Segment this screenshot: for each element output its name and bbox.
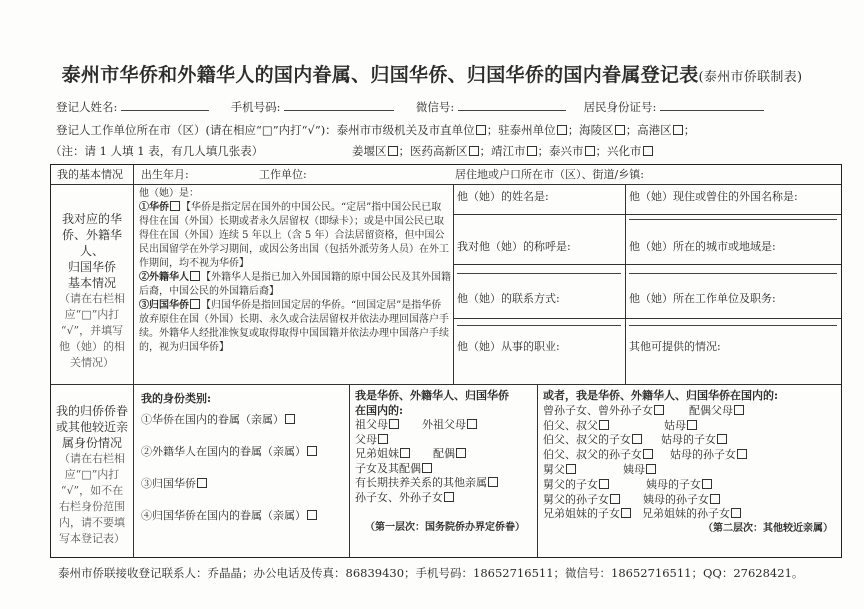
name-label: 登记人姓名: xyxy=(56,100,118,114)
checkbox-spouse-parents[interactable] xyxy=(734,405,744,415)
checkbox-siblings[interactable] xyxy=(400,448,410,458)
identity-category-title: 我的身份类别: xyxy=(141,392,212,405)
relative-label: 祖父母 xyxy=(355,418,388,431)
checkbox-yiyao[interactable] xyxy=(469,146,479,156)
checkbox-returned-chinese[interactable] xyxy=(190,299,200,309)
checkbox-foreign-chinese[interactable] xyxy=(190,271,200,281)
field-label: 他（她）现住或曾住的外国名称是: xyxy=(629,190,798,203)
checkbox-uncles-grandchildren[interactable] xyxy=(643,449,653,459)
he-is-label: 他（她）是： xyxy=(139,188,199,199)
relative-title-field[interactable] xyxy=(457,239,621,274)
relative-label: 兄弟姐妹的子女 xyxy=(543,507,620,521)
relative-row xyxy=(543,507,839,522)
checkbox-siblings-children[interactable] xyxy=(621,508,631,518)
work-city-text: 登记人工作单位所在市（区）(请在相应“□”内打“√”)：泰州市市级机关及市直单位 xyxy=(56,123,475,137)
checkbox-hailing[interactable] xyxy=(615,125,625,135)
identity-label-line: 我的归侨侨眷 xyxy=(55,404,128,418)
relative-job-field[interactable] xyxy=(457,339,621,354)
work-city-option: ；靖江市 xyxy=(479,144,526,158)
work-city-option: ；高港区 xyxy=(625,123,672,137)
relative-label: 姑母的孙子女 xyxy=(670,448,736,462)
relation-label xyxy=(51,211,133,371)
checkbox-taixing[interactable] xyxy=(585,146,595,156)
relative-label: 姑母的子女 xyxy=(661,433,716,447)
checkbox-grandchildren[interactable] xyxy=(444,492,454,502)
note-row xyxy=(50,143,263,159)
option-label: ①华侨 xyxy=(139,202,169,213)
identity-hint-line: 写本登记表） xyxy=(59,532,125,545)
phone-label: 手机号码: xyxy=(230,100,281,114)
checkbox-dependents[interactable] xyxy=(488,477,498,487)
relative-row xyxy=(543,419,839,434)
checkbox-identity-4[interactable] xyxy=(307,510,317,520)
identity-option-label: ③归国华侨 xyxy=(141,477,196,490)
identity-option-label: ④归国华侨在国内的眷属（亲属） xyxy=(141,509,306,522)
relative-row xyxy=(543,448,839,463)
work-city-option: ；驻泰州单位 xyxy=(486,123,556,137)
checkbox-uncles-children[interactable] xyxy=(632,434,642,444)
identity-option xyxy=(141,412,347,427)
checkbox-in-taizhou[interactable] xyxy=(557,125,567,135)
relation-hint-line: 关情况） xyxy=(70,356,114,369)
foreign-country-field[interactable] xyxy=(629,189,837,220)
work-city-option: ；海陵区 xyxy=(567,123,614,137)
identity-hint-line: （请在右栏相 xyxy=(59,452,125,465)
relative-label: 有长期扶养关系的其他亲属 xyxy=(355,476,487,489)
relative-row xyxy=(355,418,535,433)
checkbox-overseas-chinese[interactable] xyxy=(170,201,180,211)
option-desc: 【外籍华人是指已加入外国国籍的原中国公民及其外国籍后裔，中国公民的外国籍后裔】 xyxy=(139,272,451,297)
relative-row xyxy=(355,476,535,491)
relation-hint-line: 应“□”内打 xyxy=(64,308,120,321)
checkbox-grandparents[interactable] xyxy=(389,419,399,429)
other-info-field[interactable] xyxy=(629,339,837,354)
relative-label: 曾孙子女、曾外孙子女 xyxy=(543,403,653,417)
identity-option xyxy=(141,476,347,491)
checkbox-maternal-uncle-grandchildren[interactable] xyxy=(610,494,620,504)
relative-label: 孙子女、外孙子女 xyxy=(355,490,443,504)
identity-hint-line: 应“□”内打 xyxy=(64,468,120,481)
first-tier-title: 在国内的: xyxy=(355,403,404,417)
work-city-option: 姜堰区 xyxy=(352,144,387,158)
work-city-row xyxy=(56,122,695,138)
checkbox-identity-2[interactable] xyxy=(307,446,317,456)
checkbox-great-grandchildren[interactable] xyxy=(654,405,664,415)
relative-row xyxy=(355,433,535,448)
identity-hint-line: “√”，如不在 xyxy=(60,484,124,497)
identity-option xyxy=(141,508,347,523)
relative-label: 伯父、叔父 xyxy=(543,418,598,432)
wechat-field[interactable] xyxy=(458,99,566,111)
identity-option xyxy=(141,444,347,459)
checkbox-siblings-grandchildren[interactable] xyxy=(731,508,741,518)
field-label: 他（她）的联系方式: xyxy=(457,292,560,305)
option-label: ③归国华侨 xyxy=(139,300,189,311)
checkbox-gaogang[interactable] xyxy=(673,125,683,135)
relation-label-line: 侨、外籍华人、 xyxy=(61,228,122,258)
identity-label xyxy=(51,403,133,547)
identity-label-line: 或其他较近亲 xyxy=(55,420,128,434)
checkbox-aunt[interactable] xyxy=(687,420,697,430)
registrant-row xyxy=(56,99,764,115)
relative-row xyxy=(543,404,839,419)
relative-label: 外祖父母 xyxy=(422,418,466,431)
relation-label-line: 归国华侨 xyxy=(67,260,116,274)
checkbox-jingjiang[interactable] xyxy=(527,146,537,156)
field-label: 我对他（她）的称呼是: xyxy=(457,240,571,253)
relative-label: 兄弟姐妹 xyxy=(355,447,399,460)
option-desc: 【华侨是指定居在国外的中国公民。“定居”指中国公民已取得住在国（外国）长期或者永久居留权（即绿卡）；或是中国公民已取得住在国（外国）连续 5 年以上（含 5 年）合法居留资格，但中国公民出国留学在外学习期间，或因公务出国（包括外派劳务人员）在外工作期间，均不视为华侨】 xyxy=(139,202,449,269)
checkbox-maternal-aunt[interactable] xyxy=(646,464,656,474)
form-title-note: (泰州市侨联制表) xyxy=(698,70,803,85)
identity-hint-line: 内，请不要填 xyxy=(59,516,125,529)
checkbox-aunt-grandchildren[interactable] xyxy=(737,449,747,459)
field-label: 他（她）从事的职业: xyxy=(457,340,560,353)
identity-option-label: ②外籍华人在国内的眷属（亲属） xyxy=(141,445,306,458)
phone-field[interactable] xyxy=(284,99,394,111)
relation-hint-line: “√”，并填写 xyxy=(60,324,124,337)
relative-label: 兄弟姐妹的孙子女 xyxy=(642,507,730,521)
checkbox-identity-1[interactable] xyxy=(285,414,295,424)
work-city-end: ； xyxy=(683,123,696,137)
identity-option-label: ①华侨在国内的眷属（亲属） xyxy=(141,413,284,426)
work-city-option: ；医药高新区 xyxy=(398,144,468,158)
birth-label: 出生年月: xyxy=(141,168,189,181)
relative-row xyxy=(543,478,839,493)
id-field[interactable] xyxy=(660,99,764,111)
checkbox-xinghua[interactable] xyxy=(643,146,653,156)
name-field[interactable] xyxy=(121,99,209,111)
relative-row xyxy=(355,491,535,506)
second-tier-relatives xyxy=(543,389,839,537)
relative-label: 子女及其配偶 xyxy=(355,461,421,475)
field-label: 他（她）所在工作单位及职务: xyxy=(629,292,776,305)
note-text: （注：请 1 人填 1 表，有几人填几张表） xyxy=(50,144,264,158)
field-label: 他（她）所在的城市或地域是: xyxy=(629,240,776,253)
checkbox-uncles[interactable] xyxy=(599,420,609,430)
checkbox-maternal-uncle-children[interactable] xyxy=(599,479,609,489)
relative-row xyxy=(543,433,839,448)
wechat-label: 微信号: xyxy=(415,100,455,114)
relative-label: 父母 xyxy=(355,432,377,446)
field-label: 其他可提供的情况: xyxy=(629,340,721,353)
option-overseas-chinese xyxy=(139,201,451,271)
relative-row xyxy=(543,463,839,478)
checkbox-spouse[interactable] xyxy=(456,448,466,458)
relative-label: 姨母的子女 xyxy=(646,477,701,491)
checkbox-maternal-grandparents[interactable] xyxy=(467,419,477,429)
main-table xyxy=(50,164,842,558)
form-title xyxy=(0,60,864,87)
first-tier-title: 我是华侨、外籍华人、归国华侨 xyxy=(355,389,509,402)
relative-contact-field[interactable] xyxy=(457,291,621,326)
checkbox-identity-3[interactable] xyxy=(197,478,207,488)
relative-name-field[interactable] xyxy=(457,189,621,204)
option-foreign-chinese xyxy=(139,271,451,299)
relation-hint-line: （请在右栏相 xyxy=(59,292,125,305)
relative-label: 配偶父母 xyxy=(689,403,733,417)
relative-label: 姑母 xyxy=(664,418,686,432)
relative-label: 伯父、叔父的子女 xyxy=(543,433,631,447)
relative-label: 伯父、叔父的孙子女 xyxy=(543,448,642,462)
relative-label: 舅父 xyxy=(543,462,565,476)
relation-label-line: 基本情况 xyxy=(67,276,116,290)
form-title-text: 泰州市华侨和外籍华人的国内眷属、归国华侨、归国华侨的国内眷属登记表 xyxy=(61,64,699,86)
foreign-city-field[interactable] xyxy=(629,239,837,274)
checkbox-children[interactable] xyxy=(422,463,432,473)
checkbox-maternal-aunt-grandchildren[interactable] xyxy=(710,494,720,504)
identity-label-line: 属身份情况 xyxy=(61,436,122,450)
foreign-work-field[interactable] xyxy=(629,291,837,326)
checkbox-parents[interactable] xyxy=(378,434,388,444)
checkbox-city-direct[interactable] xyxy=(476,125,486,135)
work-city-option: ；兴化市 xyxy=(595,144,642,158)
checkbox-maternal-aunt-children[interactable] xyxy=(702,479,712,489)
work-city-option: ；泰兴市 xyxy=(537,144,584,158)
first-tier-caption: （第一层次：国务院侨办界定侨眷） xyxy=(365,522,525,533)
checkbox-jiangyan[interactable] xyxy=(388,146,398,156)
relative-row xyxy=(355,447,535,462)
work-city-row-2 xyxy=(352,143,654,159)
option-returned-chinese xyxy=(139,299,451,355)
relative-label: 舅父的孙子女 xyxy=(543,492,609,506)
relative-row xyxy=(543,493,839,508)
identity-category xyxy=(141,391,347,523)
identity-hint-line: 右栏身份范围 xyxy=(59,500,125,513)
first-tier-relatives xyxy=(355,389,535,536)
work-unit-label: 工作单位: xyxy=(259,168,307,181)
second-tier-caption: （第二层次：其他较近亲属） xyxy=(703,523,833,535)
basic-info-label: 我的基本情况 xyxy=(57,168,123,181)
relation-description xyxy=(139,187,451,355)
id-label: 居民身份证号: xyxy=(583,100,657,114)
relative-label: 姨母 xyxy=(623,462,645,476)
checkbox-maternal-uncle[interactable] xyxy=(566,464,576,474)
relative-label: 姨母的孙子女 xyxy=(643,492,709,506)
option-label: ②外籍华人 xyxy=(139,272,189,283)
relation-label-line: 我对应的华 xyxy=(61,212,122,226)
residence-label: 居住地或户口所在市（区）、街道/乡镇: xyxy=(455,168,644,181)
relative-row xyxy=(355,462,535,477)
relative-label: 配偶 xyxy=(433,447,455,460)
relation-hint-line: 他（她）的相 xyxy=(59,340,125,353)
second-tier-title: 或者，我是华侨、外籍华人、归国华侨在国内的: xyxy=(543,389,779,402)
contact-footer: 泰州市侨联接收登记联系人：乔晶晶；办公电话及传真：86839430；手机号码：18652716511；微信号：18652716511；QQ：27628421。 xyxy=(58,566,804,580)
relative-label: 舅父的子女 xyxy=(543,477,598,491)
option-desc: 【归国华侨是指回国定居的华侨。“回国定居”是指华侨放弃原住在国（外国）长期、永久或合法居留权并依法办理回国落户手续。外籍华人经批准恢复或取得取得中国国籍并依法办理中国落户手续的，视为归国华侨】 xyxy=(139,300,449,353)
checkbox-aunt-children[interactable] xyxy=(717,434,727,444)
field-label: 他（她）的姓名是: xyxy=(457,190,549,203)
